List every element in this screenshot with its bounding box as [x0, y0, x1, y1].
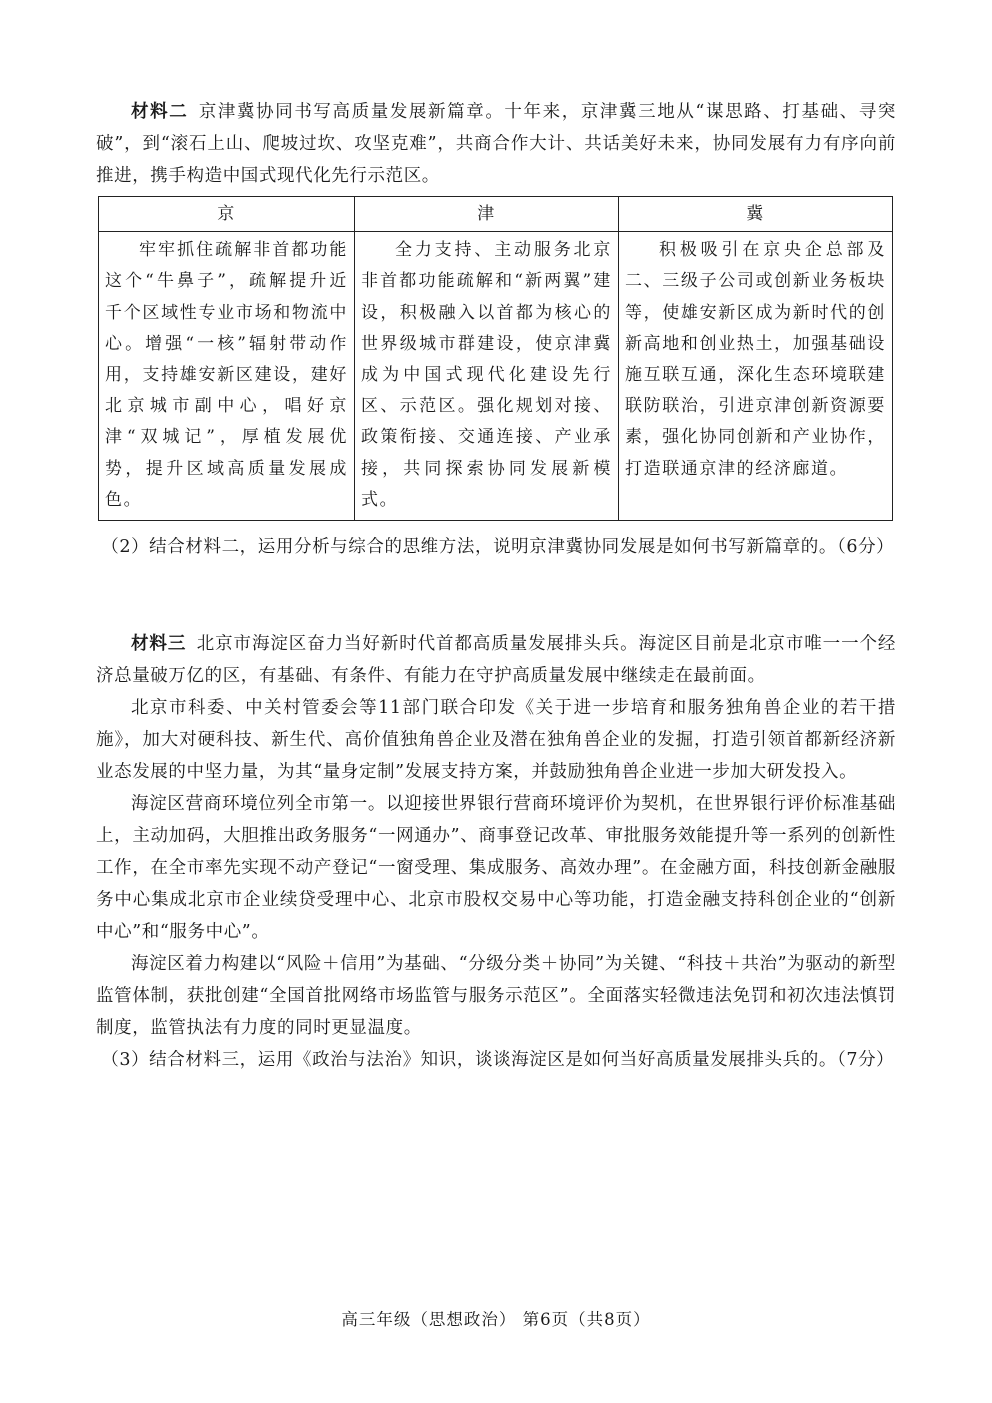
material3-paragraph-1: [96, 628, 896, 692]
material3-text-1: 北京市海淀区奋力当好新时代首都高质量发展排头兵。海淀区目前是北京市唯一一个经济总量破万亿的区，有基础、有条件、有能力在守护高质量发展中继续走在最前面。: [96, 634, 896, 687]
material3-label: 材料三: [131, 634, 187, 655]
table-header-jing: 京: [99, 197, 355, 232]
material2-text: 京津冀协同书写高质量发展新篇章。十年来，京津冀三地从“谋思路、打基础、寻突破”，到“滚石上山、爬坡过坎、攻坚克难”，共商合作大计、共话美好未来，协同发展有力有序向前推进，携手构造中国式现代化先行示范区。: [96, 102, 896, 186]
page-content: [96, 96, 896, 1077]
material2-paragraph: [96, 96, 896, 192]
material2-label: 材料二: [131, 102, 189, 122]
question-3: （3）结合材料三，运用《政治与法治》知识，谈谈海淀区是如何当好高质量发展排头兵的。（7分）: [101, 1050, 895, 1071]
material3-paragraph-2: 北京市科委、中关村管委会等11部门联合印发《关于进一步培育和服务独角兽企业的若干措施》，加大对硬科技、新生代、高价值独角兽企业及潜在独角兽企业的发掘，打造引领首都新经济新业态发展的中坚力量，为其“量身定制”发展支持方案，并鼓励独角兽企业进一步加大研发投入。: [96, 698, 896, 783]
table-cell-ji: 积极吸引在京央企总部及二、三级子公司或创新业务板块等，使雄安新区成为新时代的创新高地和创业热土，加强基础设施互联互通，深化生态环境联建联防联治，引进京津创新资源要素，强化协同创新和产业协作，打造联通京津的经济廊道。: [619, 232, 893, 521]
material3-paragraph-3: 海淀区营商环境位列全市第一。以迎接世界银行营商环境评价为契机，在世界银行评价标准基础上，主动加码，大胆推出政务服务“一网通办”、商事登记改革、审批服务效能提升等一系列的创新性工作，在全市率先实现不动产登记“一窗受理、集成服务、高效办理”。在金融方面，科技创新金融服务中心集成北京市企业续贷受理中心、北京市股权交易中心等功能，打造金融支持科创企业的“创新中心”和“服务中心”。: [96, 794, 896, 943]
table-cell-jing: 牢牢抓住疏解非首都功能这个“牛鼻子”，疏解提升近千个区域性专业市场和物流中心。增强“一核”辐射带动作用，支持雄安新区建设，建好北京城市副中心，唱好京津“双城记”，厚植发展优势，提升区域高质量发展成色。: [99, 232, 355, 521]
table-header-row: [99, 197, 893, 232]
table-header-jin: 津: [355, 197, 619, 232]
page-footer: 高三年级（思想政治） 第6页（共8页）: [341, 1310, 651, 1329]
table-header-ji: 冀: [619, 197, 893, 232]
material3-paragraph-4: 海淀区着力构建以“风险＋信用”为基础、“分级分类＋协同”为关键、“科技＋共治”为驱动的新型监管体制，获批创建“全国首批网络市场监管与服务示范区”。全面落实轻微违法免罚和初次违法慎罚制度，监管执法有力度的同时更显温度。: [96, 954, 896, 1039]
table-cell-jin: 全力支持、主动服务北京非首都功能疏解和“新两翼”建设，积极融入以首都为核心的世界级城市群建设，使京津冀成为中国式现代化建设先行区、示范区。强化规划对接、政策衔接、交通连接、产业承接，共同探索协同发展新模式。: [355, 232, 619, 521]
table-row: [99, 232, 893, 521]
material2-table: [98, 196, 893, 521]
question-2: （2）结合材料二，运用分析与综合的思维方法，说明京津冀协同发展是如何书写新篇章的。（6分）: [101, 537, 895, 558]
